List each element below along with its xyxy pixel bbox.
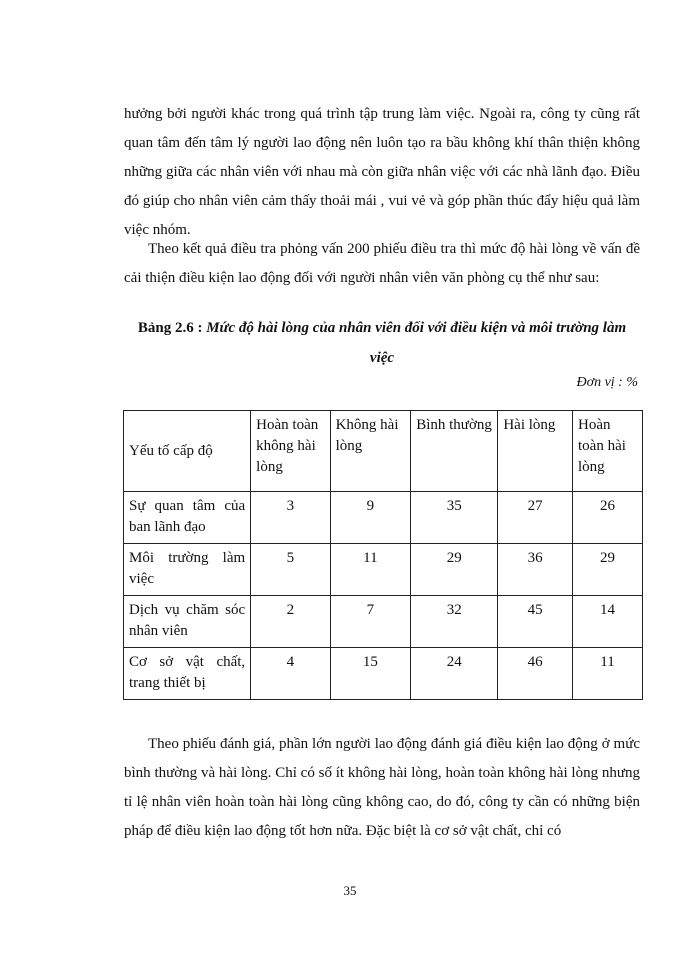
row-label: Dịch vụ chăm sóc nhân viên bbox=[124, 596, 251, 648]
cell-value: 35 bbox=[411, 492, 498, 544]
cell-value: 29 bbox=[573, 544, 643, 596]
cell-value: 5 bbox=[251, 544, 330, 596]
header-neutral: Bình thường bbox=[411, 411, 498, 492]
table-caption-label: Bảng 2.6 : bbox=[137, 320, 207, 336]
cell-value: 46 bbox=[498, 648, 573, 700]
cell-value: 7 bbox=[330, 596, 411, 648]
paragraph-survey: Theo kết quả điều tra phỏng vấn 200 phiếu điều tra thì mức độ hài lòng về vấn đề cải thiện điều kiện lao động đối với người nhân viên văn phòng cụ thể như sau: bbox=[124, 241, 640, 286]
table-row bbox=[124, 596, 643, 648]
cell-value: 2 bbox=[251, 596, 330, 648]
table-row bbox=[124, 648, 643, 700]
table-header-row bbox=[124, 411, 643, 492]
cell-value: 9 bbox=[330, 492, 411, 544]
header-dissatisfied: Không hài lòng bbox=[330, 411, 411, 492]
page-number: 35 bbox=[343, 883, 357, 898]
cell-value: 27 bbox=[498, 492, 573, 544]
cell-value: 45 bbox=[498, 596, 573, 648]
cell-value: 11 bbox=[330, 544, 411, 596]
paragraph-intro: hưởng bởi người khác trong quá trình tập trung làm việc. Ngoài ra, công ty cũng rất quan tâm đến tâm lý người lao động nên luôn tạo ra bầu không khí thân thiện không những giữa các nhân viên với nhau mà còn giữa nhân việc với các nhà lãnh đạo. Điều đó giúp cho nhân viên cảm thấy thoải mái , vui vẻ và góp phần thúc đẩy hiệu quả làm việc nhóm. bbox=[124, 106, 640, 238]
header-factor-level: Yếu tố cấp độ bbox=[124, 411, 251, 492]
table-row bbox=[124, 492, 643, 544]
paragraph-conclusion: Theo phiếu đánh giá, phần lớn người lao động đánh giá điều kiện lao động ở mức bình thường và hài lòng. Chỉ có số ít không hài lòng, hoàn toàn không hài lòng nhưng tỉ lệ nhân viên hoàn toàn hài lòng cũng không cao, do đó, công ty cần có những biện pháp để điều kiện lao động tốt hơn nữa. Đặc biệt là cơ sở vật chất, chỉ có bbox=[124, 736, 640, 839]
row-label: Môi trường làm việc bbox=[124, 544, 251, 596]
cell-value: 4 bbox=[251, 648, 330, 700]
cell-value: 36 bbox=[498, 544, 573, 596]
table-unit: Đơn vị : % bbox=[576, 375, 638, 390]
cell-value: 14 bbox=[573, 596, 643, 648]
cell-value: 26 bbox=[573, 492, 643, 544]
satisfaction-table bbox=[123, 410, 643, 700]
cell-value: 15 bbox=[330, 648, 411, 700]
cell-value: 11 bbox=[573, 648, 643, 700]
table-caption-title: Mức độ hài lòng của nhân viên đối với điều kiện và môi trường làm việc bbox=[206, 320, 627, 366]
cell-value: 3 bbox=[251, 492, 330, 544]
header-very-dissatisfied: Hoàn toàn không hài lòng bbox=[251, 411, 330, 492]
row-label: Cơ sở vật chất, trang thiết bị bbox=[124, 648, 251, 700]
header-satisfied: Hài lòng bbox=[498, 411, 573, 492]
table-row bbox=[124, 544, 643, 596]
cell-value: 29 bbox=[411, 544, 498, 596]
cell-value: 24 bbox=[411, 648, 498, 700]
row-label: Sự quan tâm của ban lãnh đạo bbox=[124, 492, 251, 544]
header-very-satisfied: Hoàn toàn hài lòng bbox=[573, 411, 643, 492]
cell-value: 32 bbox=[411, 596, 498, 648]
table-caption bbox=[124, 313, 640, 373]
